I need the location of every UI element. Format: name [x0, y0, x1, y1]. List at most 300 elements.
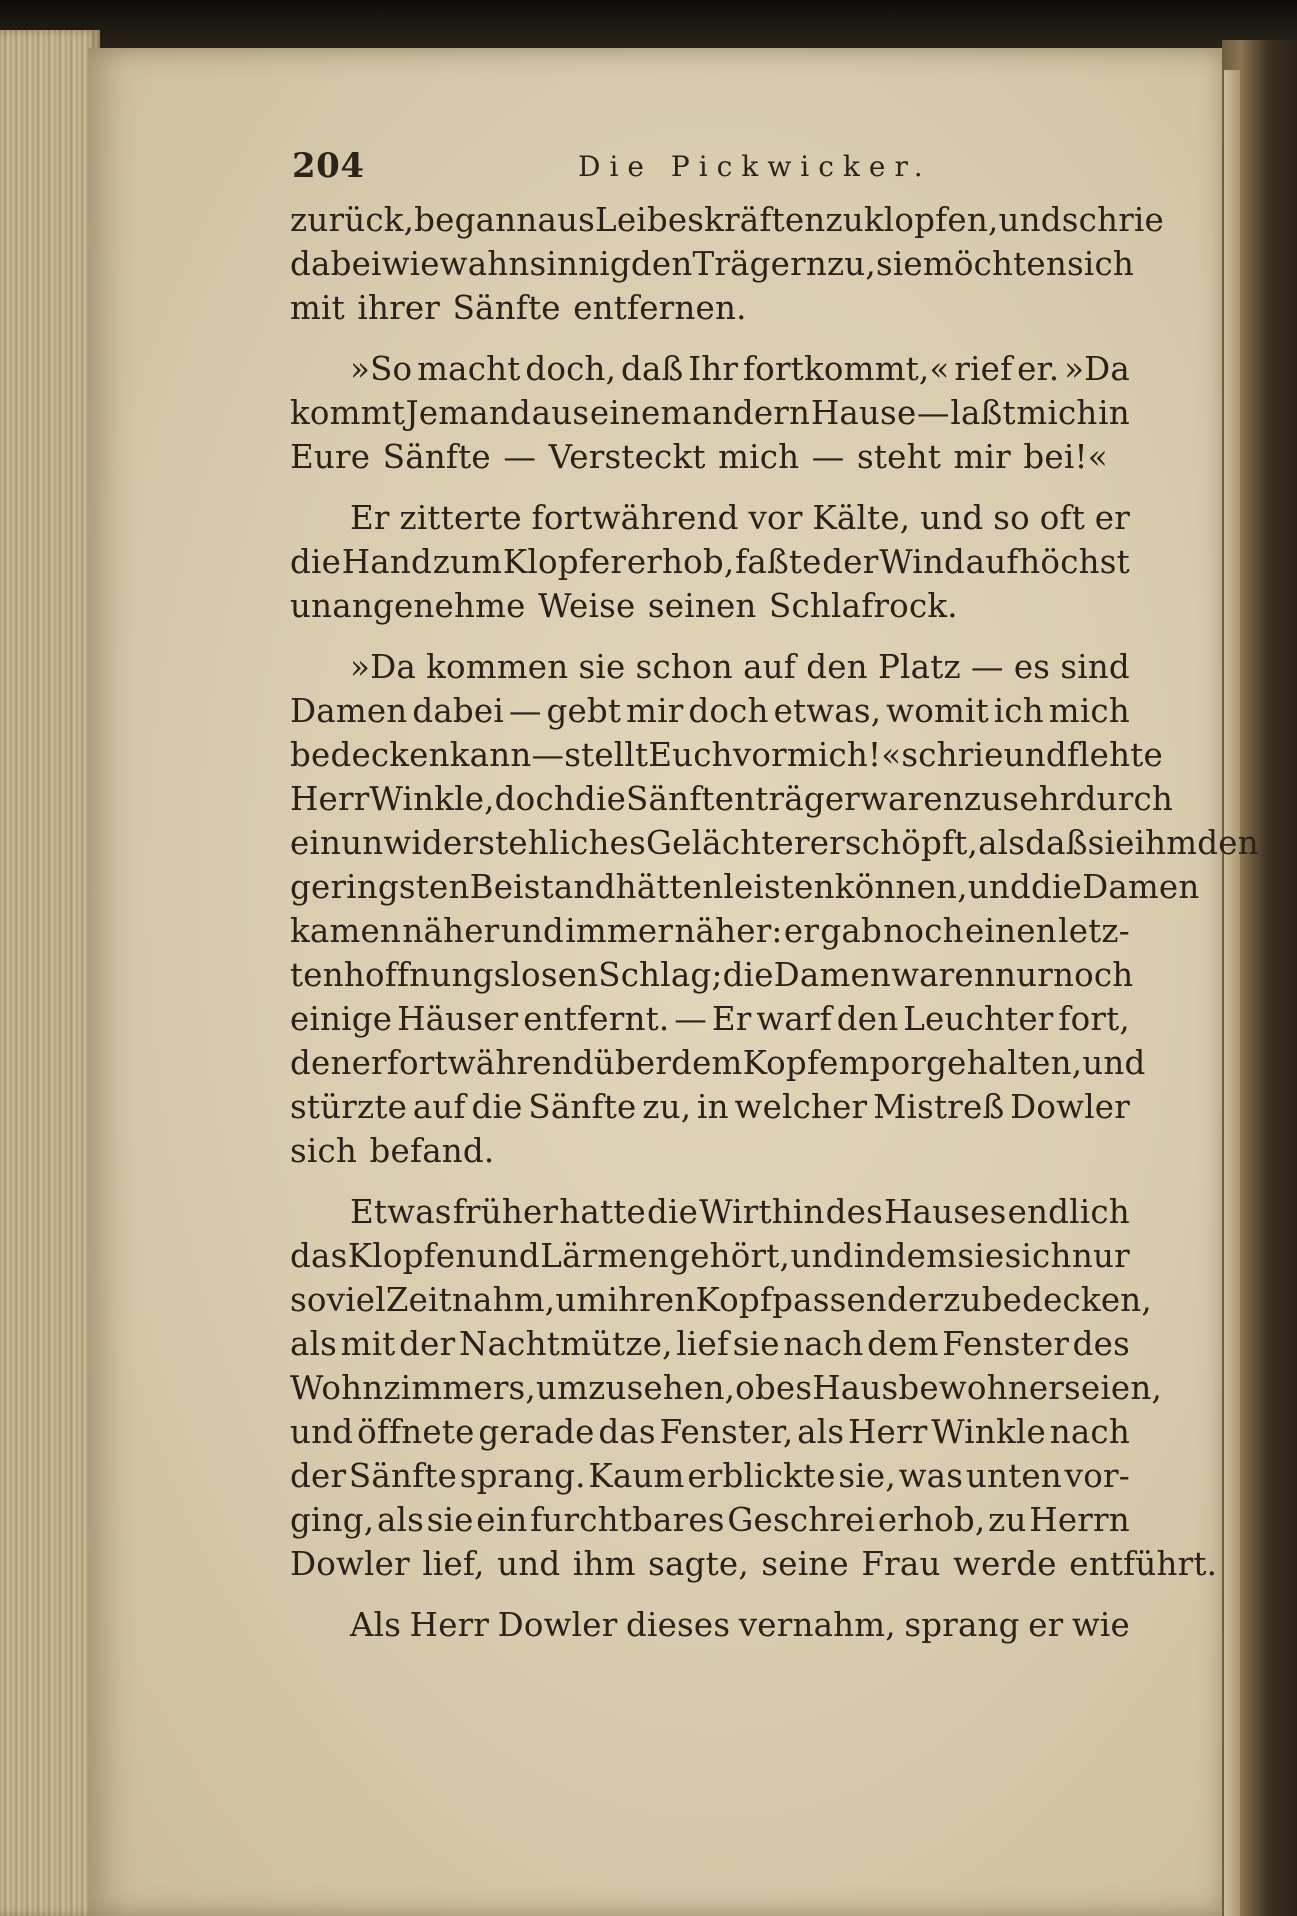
word: höchst	[1019, 543, 1130, 581]
scanner-background	[0, 0, 1297, 50]
word: »Da	[350, 648, 416, 686]
word: aus	[531, 394, 590, 432]
word: ob	[735, 1369, 776, 1407]
text-line	[290, 953, 1134, 997]
word: —	[970, 648, 1004, 686]
word: doch,	[525, 350, 617, 388]
word: erschöpft,	[809, 824, 979, 862]
word: noch	[1052, 956, 1134, 994]
justified-line	[290, 821, 1259, 865]
word: früher	[452, 1193, 559, 1231]
paragraph-gap	[290, 1173, 1130, 1190]
word: sie	[426, 1501, 474, 1539]
word: begann	[414, 201, 538, 239]
word: und	[1082, 1044, 1146, 1082]
word: und	[290, 1413, 354, 1451]
word: das	[290, 1237, 348, 1275]
word: schrie	[901, 736, 1004, 774]
word: Sänftenträger	[626, 780, 861, 818]
word: auf	[965, 543, 1019, 581]
word: zum	[432, 543, 503, 581]
word: und	[500, 912, 564, 950]
word: emporgehalten,	[819, 1044, 1083, 1082]
word: den	[630, 245, 693, 283]
word: Damen	[1082, 868, 1200, 906]
word: Euch	[648, 736, 733, 774]
word: welcher	[734, 1088, 868, 1126]
book-page-edges	[0, 30, 100, 1916]
text-line: Eure Sänfte — Versteckt mich — steht mir bei!«	[290, 438, 1108, 476]
word: laßt	[950, 394, 1016, 432]
word: um	[555, 1281, 608, 1319]
word: andern	[692, 394, 811, 432]
word: indem	[853, 1237, 958, 1275]
word: vor-	[1064, 1457, 1130, 1495]
word: ging,	[290, 1501, 375, 1539]
word: Häuser	[397, 1000, 519, 1038]
word: zu	[988, 1501, 1027, 1539]
word: Kopf	[742, 1044, 820, 1082]
word: ihm	[1134, 824, 1198, 862]
word: Zeit	[385, 1281, 452, 1319]
word: unwiderstehliches	[341, 824, 646, 862]
text-line	[290, 909, 1130, 953]
word: zu	[825, 201, 864, 239]
justified-line	[290, 953, 1134, 997]
word: Winkle	[931, 1413, 1046, 1451]
word: so	[993, 499, 1030, 537]
word: hätten	[615, 868, 724, 906]
word: es	[1013, 648, 1051, 686]
word: nach	[783, 1325, 864, 1363]
word: entfernt.	[523, 1000, 670, 1038]
word: einem	[589, 394, 692, 432]
word: —	[531, 736, 565, 774]
word: Damen	[290, 692, 408, 730]
word: nur	[994, 956, 1053, 994]
word: die	[646, 1193, 699, 1231]
text-line	[290, 540, 1130, 584]
word: womit	[886, 692, 989, 730]
word: wahnsinnig	[439, 245, 631, 283]
word: den	[836, 1000, 899, 1038]
word: sich	[1067, 245, 1135, 283]
text-line	[290, 733, 1163, 777]
word: und	[967, 868, 1032, 906]
word: so	[290, 1281, 327, 1319]
word: Als	[350, 1606, 402, 1644]
word: macht	[417, 350, 521, 388]
word: schon	[635, 648, 733, 686]
word: nach	[1049, 1413, 1130, 1451]
word: gab	[820, 912, 882, 950]
word: der	[399, 1325, 456, 1363]
justified-line	[290, 689, 1130, 733]
word: Ihr	[688, 350, 739, 388]
word: in	[697, 1088, 729, 1126]
word: des	[1072, 1325, 1130, 1363]
justified-line	[350, 347, 1130, 391]
word: Herr	[409, 1606, 490, 1644]
text-line	[290, 391, 1130, 435]
word: Dowler	[1010, 1088, 1130, 1126]
text-line	[290, 645, 1130, 689]
word: zu,	[642, 1088, 692, 1126]
text-line	[290, 1410, 1130, 1454]
word: immer	[565, 912, 674, 950]
word: oft	[1039, 499, 1085, 537]
word: bedecken	[290, 736, 450, 774]
word: klopfen,	[863, 201, 999, 239]
text-line	[290, 689, 1130, 733]
word: stürzte	[290, 1088, 408, 1126]
word: sie	[578, 648, 626, 686]
word: er	[1094, 499, 1130, 537]
word: etwas,	[773, 692, 882, 730]
word: fortwährend	[386, 1044, 594, 1082]
word: kamen	[290, 912, 402, 950]
paragraph	[290, 645, 1259, 1173]
paragraph	[290, 496, 1130, 628]
word: —	[674, 1000, 707, 1038]
text-line	[290, 997, 1130, 1041]
word: dabei	[290, 245, 382, 283]
word: zitterte	[399, 499, 522, 537]
word: unten	[965, 1457, 1062, 1495]
word: Sänfte	[348, 1457, 458, 1495]
word: »So	[350, 350, 413, 388]
word: sie	[732, 1325, 780, 1363]
word: geringsten	[290, 868, 470, 906]
word: sprang	[904, 1606, 1020, 1644]
word: ihren	[607, 1281, 696, 1319]
paragraph-gap	[290, 628, 1130, 645]
word: kommt	[290, 394, 405, 432]
justified-line	[290, 1085, 1130, 1129]
word: stellt	[564, 736, 649, 774]
word: Schlag;	[598, 956, 723, 994]
word: können,	[834, 868, 968, 906]
word: Dowler	[497, 1606, 618, 1644]
word: »Da	[1064, 350, 1130, 388]
text-line	[290, 496, 1130, 540]
paragraph-gap	[290, 1586, 1130, 1603]
word: sie	[957, 1237, 1005, 1275]
justified-line	[290, 909, 1130, 953]
text-line	[290, 242, 1135, 286]
word: waren	[891, 956, 995, 994]
word: Lärmen	[540, 1237, 669, 1275]
word: Jemand	[405, 394, 532, 432]
word: warf	[756, 1000, 832, 1038]
word: viel	[326, 1281, 386, 1319]
word: fortkommt,«	[742, 350, 950, 388]
word: Hauses	[884, 1193, 1007, 1231]
word: er	[1028, 1606, 1064, 1644]
word: mich!«	[786, 736, 902, 774]
word: gebt	[546, 692, 622, 730]
word: bedecken,	[981, 1281, 1152, 1319]
word: einen	[965, 912, 1057, 950]
next-page-edge	[1224, 70, 1240, 1916]
word: Kopf	[695, 1281, 773, 1319]
word: seien,	[1064, 1369, 1163, 1407]
word: zu,	[826, 245, 876, 283]
word: Fenster	[942, 1325, 1070, 1363]
word: auf	[412, 1088, 466, 1126]
word: daß	[1025, 824, 1088, 862]
word: ein	[476, 1501, 528, 1539]
text-line	[290, 1085, 1130, 1129]
word: über	[593, 1044, 672, 1082]
word: Hand	[341, 543, 433, 581]
text-line	[290, 1234, 1130, 1278]
word: Damen	[773, 956, 892, 994]
word: die	[722, 956, 774, 994]
word: Hause	[810, 394, 917, 432]
word: —	[917, 394, 950, 432]
text-line	[290, 1603, 1130, 1647]
word: ein	[290, 824, 342, 862]
word: —	[508, 692, 542, 730]
word: dem	[867, 1325, 939, 1363]
word: vernahm,	[738, 1606, 896, 1644]
text-line	[290, 347, 1130, 391]
word: kann	[449, 736, 532, 774]
justified-line	[290, 865, 1200, 909]
justified-line	[290, 1410, 1130, 1454]
word: er	[351, 1044, 387, 1082]
text-line: mit ihrer Sänfte entfernen.	[290, 289, 747, 327]
word: Hausbewohner	[812, 1369, 1065, 1407]
word: Wohnzimmers,	[290, 1369, 536, 1407]
word: letz-	[1058, 912, 1130, 950]
word: aus	[537, 201, 596, 239]
word: sie,	[838, 1457, 896, 1495]
justified-line	[290, 198, 1164, 242]
word: Gelächter	[645, 824, 810, 862]
word: den	[806, 648, 868, 686]
word: hoffnungslosen	[343, 956, 599, 994]
text-line	[290, 198, 1164, 242]
text-line	[290, 1278, 1152, 1322]
text-line	[290, 1498, 1130, 1542]
word: sehr	[1002, 780, 1076, 818]
word: Platz	[877, 648, 961, 686]
word: wie	[1071, 1606, 1130, 1644]
word: Herrn	[1029, 1501, 1130, 1539]
word: noch	[883, 912, 964, 950]
word: sie	[1087, 824, 1135, 862]
word: hatte	[559, 1193, 646, 1231]
word: leisten	[723, 868, 835, 906]
word: Klopfer	[502, 543, 627, 581]
word: faßte	[735, 543, 822, 581]
word: Kälte,	[812, 499, 911, 537]
justified-line	[350, 496, 1130, 540]
justified-line	[290, 1278, 1152, 1322]
word: auf	[743, 648, 797, 686]
text-line: sich befand.	[290, 1132, 495, 1170]
word: der	[822, 543, 879, 581]
word: und	[790, 1237, 854, 1275]
word: er.	[1017, 350, 1060, 388]
justified-line	[290, 1366, 1163, 1410]
word: den	[290, 1044, 352, 1082]
word: nur	[1071, 1237, 1130, 1275]
word: doch	[688, 692, 769, 730]
word: furchtbares	[530, 1501, 725, 1539]
word: was	[898, 1457, 964, 1495]
word: Wind	[879, 543, 965, 581]
word: Er	[711, 1000, 752, 1038]
justified-line	[290, 1454, 1130, 1498]
word: Klopfen	[347, 1237, 477, 1275]
text-line	[290, 1366, 1163, 1410]
word: sie	[875, 245, 923, 283]
word: rief	[954, 350, 1013, 388]
word: mir	[626, 692, 684, 730]
justified-line	[290, 1234, 1130, 1278]
text-line	[290, 1041, 1146, 1085]
word: einige	[290, 1000, 393, 1038]
word: Etwas	[350, 1193, 452, 1231]
word: gehört,	[669, 1237, 791, 1275]
text-line	[290, 1322, 1130, 1366]
text-line	[290, 821, 1259, 865]
word: und	[1003, 736, 1067, 774]
word: dabei	[412, 692, 504, 730]
word: gerade	[478, 1413, 595, 1451]
word: und	[476, 1237, 540, 1275]
justified-line	[290, 997, 1130, 1041]
word: zurück,	[290, 201, 415, 239]
word: sich	[1004, 1237, 1072, 1275]
word: kommen	[426, 648, 569, 686]
word: als	[376, 1501, 425, 1539]
word: Kaum	[588, 1457, 685, 1495]
word: doch	[494, 780, 575, 818]
paragraph	[290, 198, 1164, 330]
word: es	[775, 1369, 813, 1407]
word: schrie	[1061, 201, 1164, 239]
word: er	[783, 912, 820, 950]
word: Herr	[848, 1413, 928, 1451]
word: sprang.	[459, 1457, 586, 1495]
paragraph-gap	[290, 479, 1130, 496]
word: endlich	[1007, 1193, 1130, 1231]
justified-line	[290, 1498, 1130, 1542]
justified-line	[290, 391, 1130, 435]
paragraph	[290, 347, 1130, 479]
paragraph-gap	[290, 330, 1130, 347]
word: und	[920, 499, 984, 537]
word: den	[1197, 824, 1259, 862]
body-text	[290, 198, 1259, 1647]
word: daß	[620, 350, 684, 388]
word: fortwährend	[531, 499, 739, 537]
justified-line	[290, 540, 1130, 584]
text-line	[290, 1454, 1130, 1498]
justified-line	[290, 733, 1163, 777]
word: die	[290, 543, 342, 581]
word: Fenster,	[659, 1413, 794, 1451]
word: die	[471, 1088, 523, 1126]
word: sind	[1060, 648, 1130, 686]
justified-line	[350, 1190, 1130, 1234]
word: sehen,	[626, 1369, 736, 1407]
word: Wirthin	[699, 1193, 825, 1231]
paragraph	[290, 1603, 1130, 1647]
text-line	[290, 1190, 1130, 1234]
word: Mistreß	[873, 1088, 1005, 1126]
word: zu	[943, 1281, 982, 1319]
word: Leuchter	[903, 1000, 1054, 1038]
text-line: Dowler lief, und ihm sagte, seine Frau werde entführt.	[290, 1545, 1218, 1583]
word: näher	[402, 912, 500, 950]
word: ich	[993, 692, 1044, 730]
word: vor	[748, 499, 803, 537]
word: dem	[671, 1044, 743, 1082]
text-line: unangenehme Weise seinen Schlafrock.	[290, 587, 958, 625]
word: das	[598, 1413, 656, 1451]
text-line	[290, 865, 1200, 909]
word: der	[290, 1457, 347, 1495]
word: vor	[732, 736, 787, 774]
word: Beistand	[469, 868, 616, 906]
word: zu	[963, 780, 1003, 818]
word: als	[978, 824, 1026, 862]
justified-line	[350, 1603, 1130, 1647]
word: waren	[860, 780, 964, 818]
word: näher:	[674, 912, 783, 950]
word: Geschrei	[727, 1501, 876, 1539]
word: wie	[381, 245, 440, 283]
word: mich	[1048, 692, 1130, 730]
word: um	[535, 1369, 589, 1407]
word: und	[998, 201, 1062, 239]
word: zu	[588, 1369, 627, 1407]
word: des	[825, 1193, 883, 1231]
word: erhob,	[877, 1501, 986, 1539]
word: Herr	[290, 780, 370, 818]
word: Trägern	[692, 245, 827, 283]
word: mich	[1016, 394, 1098, 432]
word: lief	[676, 1325, 730, 1363]
word: fort,	[1058, 1000, 1130, 1038]
word: Sänfte	[528, 1088, 637, 1126]
word: ten	[290, 956, 344, 994]
word: Winkle,	[369, 780, 495, 818]
justified-line	[350, 645, 1130, 689]
justified-line	[290, 242, 1135, 286]
word: Leibeskräften	[595, 201, 826, 239]
word: dieses	[625, 1606, 731, 1644]
word: öffnete	[357, 1413, 475, 1451]
word: flehte	[1066, 736, 1163, 774]
word: Nachtmütze,	[458, 1325, 673, 1363]
page-number: 204	[292, 146, 365, 186]
word: in	[1098, 394, 1130, 432]
word: mit	[340, 1325, 396, 1363]
word: als	[797, 1413, 845, 1451]
running-title: Die Pickwicker.	[578, 150, 932, 183]
word: als	[290, 1325, 338, 1363]
justified-line	[290, 777, 1173, 821]
justified-line	[290, 1322, 1130, 1366]
word: Er	[350, 499, 390, 537]
paragraph	[290, 1190, 1218, 1586]
